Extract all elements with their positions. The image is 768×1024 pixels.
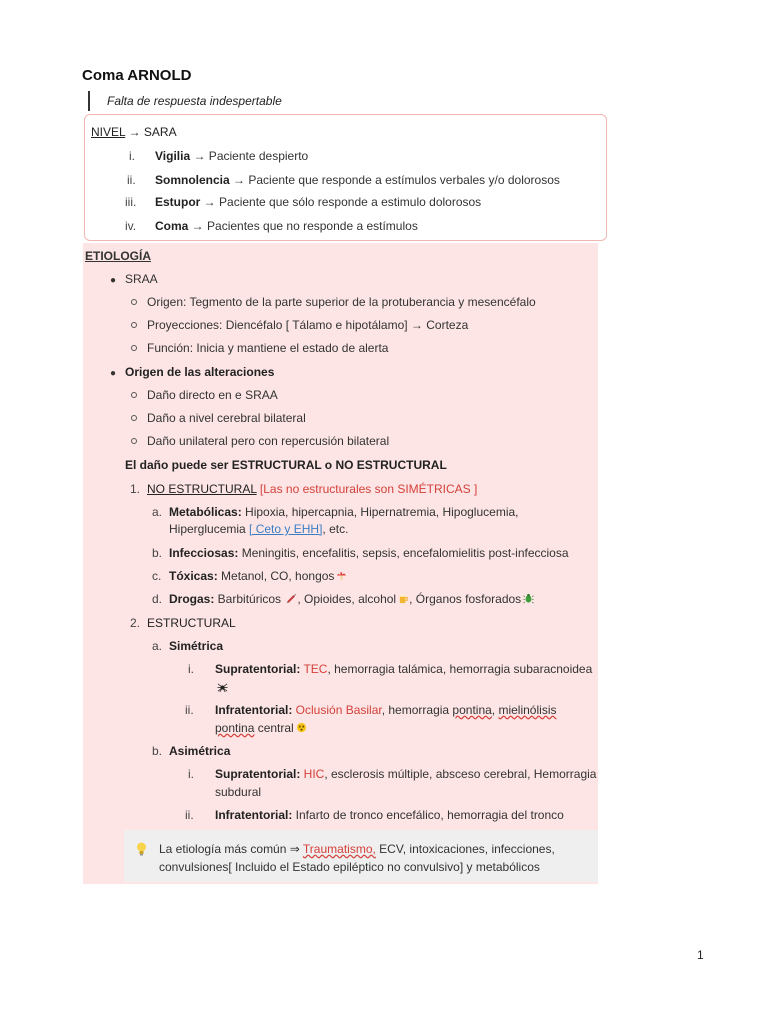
list-number: 2. <box>130 616 141 630</box>
sraa-label: SRAA <box>125 272 158 286</box>
sim-supratentorial-line <box>215 660 592 678</box>
spider-icon <box>217 682 228 693</box>
item-text: Meningitis, encefalitis, sepsis, encefalomielitis post-infecciosa <box>238 546 569 560</box>
red-term: HIC <box>300 767 325 781</box>
nivel-box <box>84 114 607 241</box>
item-text: Hiperglucemia <box>169 522 250 536</box>
asim-supratentorial-line-2: subdural <box>215 785 262 799</box>
list-number: iii. <box>125 195 137 209</box>
item-text: , hemorragia talámica, hemorragia subaracnoidea <box>327 662 593 676</box>
spell-underlined-word: pontina <box>215 721 255 735</box>
callout-pre: La etiología más común ⇒ <box>159 842 303 856</box>
item-text: , Opioides, alcohol <box>297 592 397 606</box>
circle-bullet-icon <box>131 345 137 351</box>
callout-line-2: convulsiones[ Incluido el Estado epiléptico no convulsivo] y metabólicos <box>159 860 540 874</box>
list-number: i. <box>129 149 135 163</box>
spell-underlined-word: pontina <box>452 703 492 717</box>
item-text: , etc. <box>322 522 349 536</box>
asim-supratentorial-line <box>215 765 596 783</box>
item-text: , esclerosis múltiple, absceso cerebral, Hemorragia <box>324 767 597 781</box>
nivel-heading <box>91 125 177 139</box>
list-letter: a. <box>152 505 163 519</box>
nivel-desc: → Pacientes que no responde a estímulos <box>188 219 418 233</box>
callout-line-1 <box>159 840 589 858</box>
item-text: , <box>491 703 499 717</box>
nivel-item-text <box>155 170 560 190</box>
term: Infecciosas: <box>169 546 239 560</box>
item-text: central <box>254 721 294 735</box>
list-roman: i. <box>188 767 194 781</box>
simetrica-heading: Simétrica <box>169 639 224 653</box>
no-estructural-label: NO ESTRUCTURAL <box>147 482 257 496</box>
bug-icon <box>523 593 534 604</box>
asim-infratentorial-line <box>215 806 564 824</box>
metabolicas-line <box>169 503 519 521</box>
item-text: , Órganos fosforados <box>409 592 522 606</box>
circle-bullet-icon <box>131 438 137 444</box>
item-text: Metanol, CO, hongos <box>217 569 335 583</box>
circle-bullet-icon <box>131 415 137 421</box>
term: Supratentorial: <box>215 662 301 676</box>
bullet-icon: ● <box>110 275 117 286</box>
nivel-desc: → Paciente despierto <box>190 149 309 163</box>
nivel-term: Vigilia <box>155 149 191 163</box>
page-title: Coma ARNOLD <box>82 67 192 84</box>
nivel-term: Coma <box>155 219 189 233</box>
sim-infratentorial-line <box>215 701 556 719</box>
no-estructural-note: [Las no estructurales son SIMÉTRICAS ] <box>256 482 478 496</box>
origen-item: Daño a nivel cerebral bilateral <box>147 411 306 425</box>
nivel-desc: → Paciente que sólo responde a estimulo dolorosos <box>200 195 482 209</box>
nivel-label: NIVEL <box>91 125 126 139</box>
term: Metabólicas: <box>169 505 242 519</box>
origen-item: Daño unilateral pero con repercusión bilateral <box>147 434 390 448</box>
item-text: Hipoxia, hipercapnia, Hipernatremia, Hipoglucemia, <box>241 505 519 519</box>
origen-label: Origen de las alteraciones <box>125 365 275 379</box>
spell-underlined-word: mielinólisis <box>498 703 557 717</box>
circle-bullet-icon <box>131 392 137 398</box>
callout-post: ECV, intoxicaciones, infecciones, <box>375 842 555 856</box>
sraa-item: Origen: Tegmento de la parte superior de la protuberancia y mesencéfalo <box>147 295 536 309</box>
nivel-item-text <box>155 192 481 212</box>
list-letter: b. <box>152 546 163 560</box>
sraa-item: Proyecciones: Diencéfalo [ Tálamo e hipotálamo] → Corteza <box>147 318 469 332</box>
item-text: Barbitúricos <box>214 592 285 606</box>
term: Infratentorial: <box>215 808 293 822</box>
drogas-line <box>169 590 534 608</box>
syringe-icon <box>286 593 297 604</box>
quote-block: Falta de respuesta indespertable <box>88 91 282 111</box>
list-letter: a. <box>152 639 163 653</box>
mushroom-icon <box>336 570 347 581</box>
term: Drogas: <box>169 592 215 606</box>
term: Tóxicas: <box>169 569 218 583</box>
bullet-icon: ● <box>110 368 117 379</box>
list-letter: c. <box>152 569 162 583</box>
item-text: Infarto de tronco encefálico, hemorragia del tronco <box>292 808 564 822</box>
list-letter: d. <box>152 592 163 606</box>
sraa-item: Función: Inicia y mantiene el estado de alerta <box>147 341 389 355</box>
etiologia-heading: ETIOLOGÍA <box>85 249 151 263</box>
list-roman: i. <box>188 662 194 676</box>
nivel-item-text <box>155 216 418 236</box>
term: Supratentorial: <box>215 767 301 781</box>
lightbulb-icon <box>136 842 147 856</box>
list-number: ii. <box>127 173 136 187</box>
circle-bullet-icon <box>131 299 137 305</box>
beer-icon <box>398 593 409 604</box>
nivel-item-text <box>155 146 308 166</box>
ceto-link[interactable]: [ Ceto y EHH] <box>249 522 323 536</box>
asimetrica-heading: Asimétrica <box>169 744 231 758</box>
infecciosas-line <box>169 544 569 562</box>
red-term: TEC <box>300 662 328 676</box>
list-number: 1. <box>130 482 141 496</box>
nivel-term: Estupor <box>155 195 201 209</box>
nivel-arrow-text: → SARA <box>125 125 177 139</box>
callout-text <box>159 840 589 876</box>
red-term: Oclusión Basilar <box>292 703 382 717</box>
term: Infratentorial: <box>215 703 293 717</box>
no-estructural-heading <box>147 480 477 498</box>
list-number: iv. <box>125 219 137 233</box>
page-number: 1 <box>697 948 704 962</box>
list-letter: b. <box>152 744 163 758</box>
nivel-desc: → Paciente que responde a estímulos verbales y/o dolorosos <box>229 173 560 187</box>
item-text: , hemorragia <box>381 703 453 717</box>
circle-bullet-icon <box>131 322 137 328</box>
sim-infratentorial-line-2 <box>215 719 307 737</box>
callout-box <box>124 830 598 882</box>
callout-red: Traumatismo, <box>302 842 376 856</box>
nivel-term: Somnolencia <box>155 173 230 187</box>
estructural-heading: ESTRUCTURAL <box>147 616 236 630</box>
dizzy-face-icon <box>296 722 307 733</box>
dano-line: El daño puede ser ESTRUCTURAL o NO ESTRUCTURAL <box>125 458 447 472</box>
list-roman: ii. <box>185 808 194 822</box>
metabolicas-line-2 <box>169 520 348 538</box>
list-roman: ii. <box>185 703 194 717</box>
toxicas-line <box>169 567 347 585</box>
origen-item: Daño directo en e SRAA <box>147 388 278 402</box>
